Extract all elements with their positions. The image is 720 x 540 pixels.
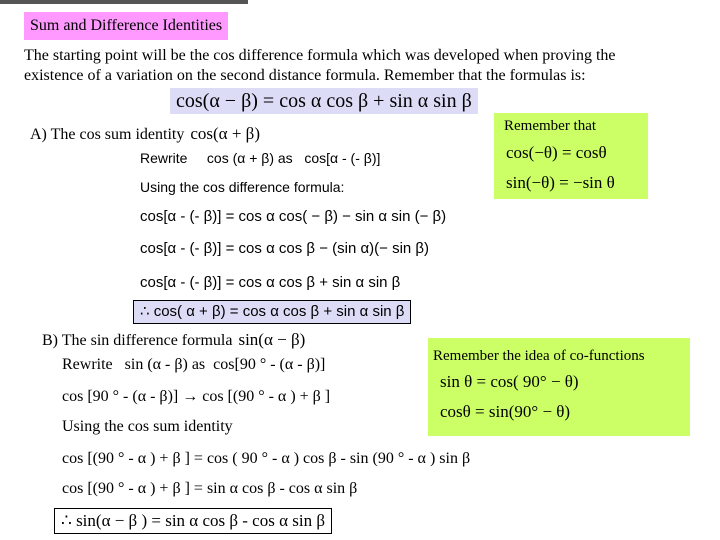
- intro-line-2: existence of a variation on the second distance formula. Remember that the formulas is:: [24, 67, 586, 84]
- section-b-step-2: cos [(90 ° - α ) + β ] = cos ( 90 ° - α ) cos β - sin (90 ° - α ) sin β: [62, 450, 471, 467]
- note-a-title: Remember that: [504, 118, 597, 134]
- section-b-heading: [42, 330, 305, 350]
- section-a-heading: [30, 124, 260, 144]
- section-a-result: ∴ cos( α + β) = cos α cos β + sin α sin β: [133, 300, 411, 324]
- slide-title: Sum and Difference Identities: [24, 12, 228, 40]
- note-b-title: Remember the idea of co-functions: [433, 348, 645, 364]
- note-b-box: [428, 338, 690, 436]
- section-b-rewrite: Rewrite sin (α - β) as cos[90 ° - (α - β)]: [62, 356, 326, 373]
- intro-text: [24, 46, 616, 86]
- note-b-eq-1: sin θ = cos( 90° − θ): [440, 372, 579, 391]
- section-a-step-2: cos[α - (- β)] = cos α cos β − (sin α)(− sin β): [140, 240, 430, 257]
- note-a-eq-1: cos(−θ) = cosθ: [506, 143, 607, 162]
- section-b-equation: sin(α − β): [238, 330, 306, 349]
- section-a-step-3: cos[α - (- β)] = cos α cos β + sin α sin β: [140, 274, 401, 291]
- section-a-equation: cos(α + β): [190, 124, 260, 143]
- section-b-step-3: cos [(90 ° - α ) + β ] = sin α cos β - cos α sin β: [62, 480, 358, 497]
- intro-line-1: The starting point will be the cos difference formula which was developed when proving the: [24, 47, 616, 64]
- top-rule: [0, 0, 248, 4]
- section-a-step-1: cos[α - (- β)] = cos α cos( − β) − sin α sin (− β): [140, 208, 447, 225]
- section-b-step-1: cos [90 ° - (α - β)] → cos [(90 ° - α ) + β ]: [62, 388, 331, 405]
- note-a-box: [494, 113, 648, 199]
- cos-difference-formula: cos(α − β) = cos α cos β + sin α sin β: [170, 88, 478, 114]
- section-a-using: Using the cos difference formula:: [140, 179, 345, 195]
- section-b-result: ∴ sin(α − β ) = sin α cos β - cos α sin β: [54, 508, 332, 534]
- note-b-eq-2: cosθ = sin(90° − θ): [440, 402, 571, 421]
- note-a-eq-2: sin(−θ) = −sin θ: [506, 173, 615, 192]
- section-a-title: A) The cos sum identity: [30, 126, 185, 143]
- section-b-using: Using the cos sum identity: [62, 418, 233, 435]
- section-a-rewrite: Rewrite cos (α + β) as cos[α - (- β)]: [140, 150, 381, 166]
- section-b-title: B) The sin difference formula: [42, 332, 233, 349]
